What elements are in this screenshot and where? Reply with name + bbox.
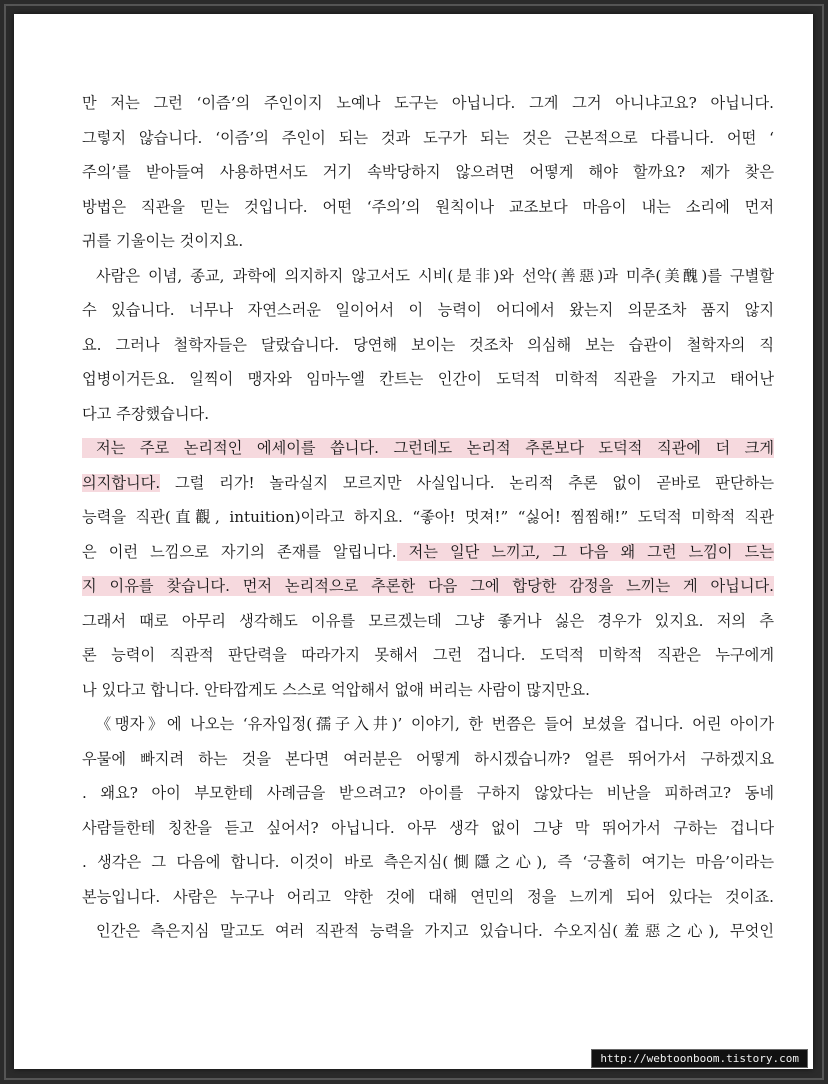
highlighted-text: 저는 일단 느끼고, 그 다음 왜 그런 느낌이 드는 xyxy=(396,542,774,561)
text-line: 주의’를 받아들여 사용하면서도 거기 속박당하지 않으려면 어떻게 해야 할까요? 제가 찾은 xyxy=(82,163,774,181)
text-line: 인간은 측은지심 말고도 여러 직관적 능력을 가지고 있습니다. 수오지심(羞惡之心), 무엇인 xyxy=(96,922,774,940)
text-line: 다고 주장했습니다. xyxy=(82,404,210,423)
text-line: 우물에 빠지려 하는 것을 본다면 여러분은 어떻게 하시겠습니까? 얼른 뛰어가서 구하겠지요 xyxy=(82,749,774,768)
text-line: . 왜요? 아이 부모한테 사례금을 받으려고? 아이를 구하지 않았다는 비난을 피하려고? 동네 xyxy=(82,784,774,802)
text-line: 수 있습니다. 너무나 자연스러운 일이어서 이 능력이 어디에서 왔는지 의문조차 품지 않지 xyxy=(82,301,774,319)
watermark-url: http://webtoonboom.tistory.com xyxy=(591,1049,808,1068)
text-line: 귀를 기울이는 것이지요. xyxy=(82,232,244,250)
text-line: 《맹자》에 나오는 ‘유자입정(孺子入井)’ 이야기, 한 번쯤은 들어 보셨을 겁니다. 어린 아이가 xyxy=(96,715,774,733)
text-line: 방법은 직관을 믿는 것입니다. 어떤 ‘주의’의 원칙이나 교조보다 마음이 내는 소리에 먼저 xyxy=(82,197,774,216)
text-line: 업병이거든요. 일찍이 맹자와 임마누엘 칸트는 인간이 도덕적 미학적 직관을 가지고 태어난 xyxy=(82,370,774,388)
text-line: 론 능력이 직관적 판단력을 따라가지 못해서 그런 겁니다. 도덕적 미학적 직관은 누구에게 xyxy=(82,646,774,664)
document-page xyxy=(14,14,813,1069)
highlighted-text-line: 저는 주로 논리적인 에세이를 씁니다. 그런데도 논리적 추론보다 도덕적 직관에 더 크게 xyxy=(82,431,774,466)
text-line-mixed xyxy=(82,535,774,570)
text-line: 사람은 이념, 종교, 과학에 의지하지 않고서도 시비(是非)와 선악(善惡)과 미추(美醜)를 구별할 xyxy=(96,266,774,285)
text-line: 능력을 직관(直觀, intuition)이라고 하지요. “좋아! 멋져!” “싫어! 찜찜해!” 도덕적 미학적 직관 xyxy=(82,508,774,526)
document-body xyxy=(82,86,774,949)
text-line: . 생각은 그 다음에 합니다. 이것이 바로 측은지심(惻隱之心), 즉 ‘긍휼히 여기는 마음’이라는 xyxy=(82,853,774,871)
highlighted-text-line: 지 이유를 찾습니다. 먼저 논리적으로 추론한 다음 그에 합당한 감정을 느끼는 게 아닙니다. xyxy=(82,569,774,604)
text-line-mixed xyxy=(82,466,774,501)
text-segment: 은 이런 느낌으로 자기의 존재를 알립니다. xyxy=(82,542,397,561)
text-line: 그렇지 않습니다. ‘이즘’의 주인이 되는 것과 도구가 되는 것은 근본적으로 다릅니다. 어떤 ‘ xyxy=(82,128,774,147)
text-line: 본능입니다. 사람은 누구나 어리고 약한 것에 대해 연민의 정을 느끼게 되어 있다는 것이죠. xyxy=(82,887,774,906)
text-line: 요. 그러나 철학자들은 달랐습니다. 당연해 보이는 것조차 의심해 보는 습관이 철학자의 직 xyxy=(82,335,774,354)
text-line: 사람들한테 칭찬을 듣고 싶어서? 아닙니다. 아무 생각 없이 그냥 막 뛰어가서 구하는 겁니다 xyxy=(82,818,774,837)
text-line: 나 있다고 합니다. 안타깝게도 스스로 억압해서 없애 버리는 사람이 많지만요. xyxy=(82,680,590,699)
highlighted-text: 의지합니다. xyxy=(82,473,161,492)
text-line: 그래서 때로 아무리 생각해도 이유를 모르겠는데 그냥 좋거나 싫은 경우가 있지요. 저의 추 xyxy=(82,611,774,630)
text-segment: 그럴 리가! 놀라실지 모르지만 사실입니다. 논리적 추론 없이 곧바로 판단하는 xyxy=(160,473,774,492)
text-line: 만 저는 그런 ‘이즘’의 주인이지 노예나 도구는 아닙니다. 그게 그거 아니냐고요? 아닙니다. xyxy=(82,94,774,112)
